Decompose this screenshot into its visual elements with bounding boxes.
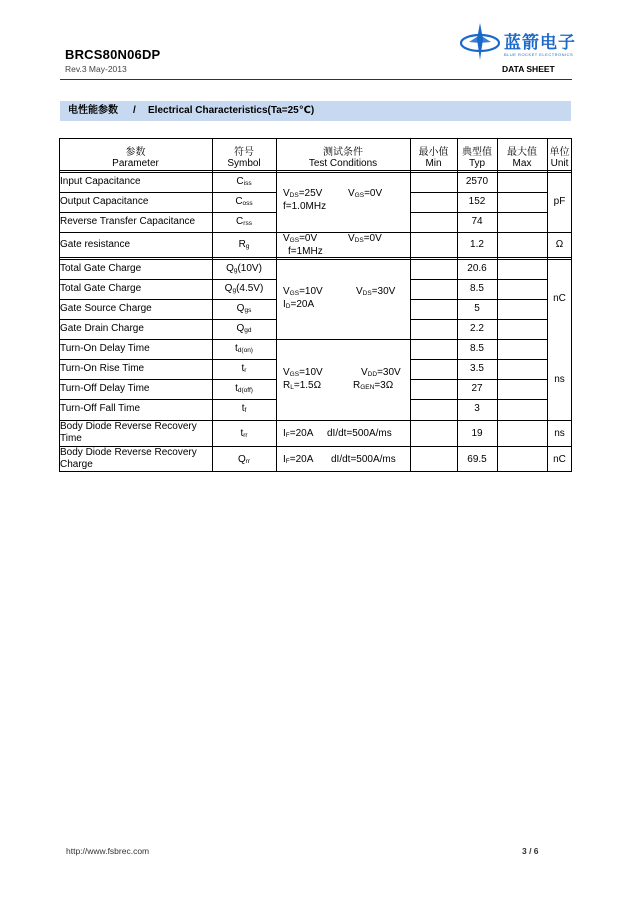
- row-rule: [59, 299, 277, 300]
- typ-value: 3: [474, 403, 480, 414]
- param-turn-on-delay: Turn-On Delay Time: [60, 343, 150, 354]
- row-rule: [59, 379, 277, 380]
- section-separator: /: [133, 105, 136, 116]
- page-number: 3 / 6: [522, 846, 539, 856]
- symbol-tf: $t_f$: [241, 403, 247, 414]
- param-trr-line1: Body Diode Reverse Recovery: [60, 421, 197, 432]
- param-turn-on-rise: Turn-On Rise Time: [60, 363, 145, 374]
- cond-qrr-if: $I_F=20A$: [283, 454, 314, 465]
- row-rule: [410, 299, 547, 300]
- cond-trr-if: $I_F=20A$: [283, 428, 314, 439]
- symbol-td-on: $t_{d(on)}$: [235, 343, 253, 354]
- unit-charge: nC: [553, 293, 566, 304]
- typ-value: 8.5: [470, 343, 484, 354]
- row-rule: [59, 319, 277, 320]
- symbol-qg-10v: $Q_g(10V)$: [226, 263, 262, 274]
- row-rule: [59, 192, 277, 193]
- header-unit-en: Unit: [550, 158, 569, 169]
- row-rule: [410, 359, 547, 360]
- param-input-capacitance: Input Capacitance: [60, 176, 141, 187]
- typ-value: 1.2: [470, 239, 484, 250]
- row-rule: [410, 279, 547, 280]
- symbol-qg-4v5: $Q_g(4.5V)$: [224, 283, 264, 294]
- header-rule: [59, 170, 572, 171]
- header-parameter-cn: 参数: [125, 147, 146, 158]
- cond-trr-didt: dI/dt=500A/ms: [327, 428, 392, 439]
- unit-capacitance: pF: [553, 196, 566, 207]
- typ-value: 152: [468, 196, 486, 207]
- param-body-diode-qrr: [60, 447, 197, 471]
- symbol-qgs: $Q_{gs}$: [236, 303, 252, 314]
- header-parameter-en: Parameter: [112, 158, 159, 169]
- row-rule: [410, 399, 547, 400]
- cond-cap-vgs: $V_{GS}=0V$: [348, 188, 383, 199]
- header-max-cn: 最大值: [507, 147, 537, 158]
- cond-charge-vgs: $V_{GS}=10V$: [283, 286, 323, 297]
- header-symbol-en: Symbol: [227, 158, 261, 169]
- typ-value: 27: [471, 383, 483, 394]
- param-body-diode-trr: [60, 421, 197, 445]
- section-banner: [60, 101, 571, 121]
- param-turn-off-delay: Turn-Off Delay Time: [60, 383, 150, 394]
- symbol-crss: $C_{rss}$: [236, 216, 252, 227]
- row-rule: [59, 399, 277, 400]
- header-divider: [60, 79, 572, 80]
- symbol-td-off: $t_{d(off)}$: [235, 383, 253, 394]
- header-conditions-cn: 测试条件: [323, 147, 363, 158]
- unit-qrr: nC: [553, 454, 566, 465]
- footer-url[interactable]: http://www.fsbrec.com: [66, 846, 150, 856]
- header-typ-en: Typ: [468, 158, 486, 169]
- row-rule: [410, 379, 547, 380]
- logo-subtext: BLUE ROCKET ELECTRONICS: [504, 52, 574, 57]
- symbol-tr: $t_r$: [241, 363, 247, 374]
- doc-type-label: DATA SHEET: [502, 64, 555, 74]
- param-output-capacitance: Output Capacitance: [60, 196, 149, 207]
- part-number: BRCS80N06DP: [65, 47, 161, 62]
- param-qrr-line2: Charge: [60, 459, 93, 470]
- header-min-en: Min: [425, 158, 442, 169]
- symbol-coss: $C_{oss}$: [235, 196, 253, 207]
- row-rule: [59, 359, 277, 360]
- col-divider: [547, 138, 548, 472]
- header-min-cn: 最小值: [418, 147, 449, 158]
- col-divider: [497, 138, 498, 472]
- param-turn-off-fall: Turn-Off Fall Time: [60, 403, 141, 414]
- table-border-bottom: [59, 471, 572, 472]
- header-typ-cn: 典型值: [462, 147, 492, 158]
- cond-sw-rl: $R_L=1.5\Omega$: [283, 380, 322, 391]
- row-rule: [410, 192, 547, 193]
- symbol-rg: $R_g$: [238, 239, 250, 250]
- typ-value: 2570: [465, 176, 489, 187]
- typ-value: 3.5: [470, 363, 484, 374]
- unit-trr: ns: [554, 428, 565, 439]
- param-total-gate-charge-4v5: Total Gate Charge: [60, 283, 142, 294]
- cond-charge-vds: $V_{DS}=30V$: [356, 286, 396, 297]
- typ-value: 2.2: [470, 323, 484, 334]
- cond-rg-vds: $V_{DS}=0V$: [348, 233, 382, 244]
- param-reverse-transfer-capacitance: Reverse Transfer Capacitance: [60, 216, 196, 227]
- cond-rg-vgs: $V_{GS}=0V$: [283, 233, 318, 244]
- section-title-cn: 电性能参数: [68, 105, 118, 116]
- cond-rg-freq: f=1MHz: [288, 246, 323, 257]
- table-border-top: [59, 138, 572, 139]
- cond-sw-rgen: $R_{GEN}=3\Omega$: [353, 380, 394, 391]
- symbol-trr: $t_{rr}$: [240, 428, 248, 439]
- row-rule: [410, 212, 547, 213]
- param-gate-source-charge: Gate Source Charge: [60, 303, 152, 314]
- header-max-en: Max: [512, 158, 532, 169]
- row-rule: [59, 259, 572, 260]
- row-rule: [59, 212, 277, 213]
- unit-resistance: Ω: [555, 239, 564, 250]
- row-rule: [410, 319, 547, 320]
- header-symbol-cn: 符号: [234, 147, 254, 158]
- typ-value: 8.5: [470, 283, 484, 294]
- param-trr-line2: Time: [60, 433, 82, 444]
- cond-qrr-didt: dI/dt=500A/ms: [331, 454, 396, 465]
- param-gate-resistance: Gate resistance: [60, 239, 131, 250]
- header-rule: [59, 172, 572, 173]
- typ-value: 20.6: [467, 263, 487, 274]
- cond-cap-freq: f=1.0MHz: [283, 201, 327, 212]
- cond-sw-vgs: $V_{GS}=10V$: [283, 367, 323, 378]
- param-total-gate-charge-10v: Total Gate Charge: [60, 263, 142, 274]
- typ-value: 74: [471, 216, 483, 227]
- row-rule: [59, 339, 547, 340]
- cond-cap-vds: $V_{DS}=25V$: [283, 188, 323, 199]
- section-title-en: Electrical Characteristics(Ta=25℃): [148, 105, 315, 116]
- typ-value: 69.5: [467, 454, 487, 465]
- typ-value: 19: [471, 428, 483, 439]
- cond-sw-vdd: $V_{DD}=30V$: [361, 367, 401, 378]
- electrical-characteristics-table: [59, 138, 572, 472]
- row-rule: [59, 279, 277, 280]
- header-unit-cn: 单位: [549, 147, 570, 158]
- header-conditions-en: Test Conditions: [308, 158, 378, 169]
- param-gate-drain-charge: Gate Drain Charge: [60, 323, 144, 334]
- revision-label: Rev.3 May-2013: [65, 64, 127, 74]
- cond-charge-id: $I_D=20A$: [283, 299, 315, 310]
- company-logo: [458, 22, 578, 64]
- logo-text: 蓝箭电子: [504, 33, 576, 53]
- table-border-right: [571, 138, 572, 472]
- symbol-qgd: $Q_{gd}$: [236, 323, 252, 334]
- col-divider: [276, 138, 277, 472]
- col-divider: [410, 138, 411, 472]
- symbol-ciss: $C_{iss}$: [236, 176, 252, 187]
- arrow-logo-icon: [458, 22, 502, 62]
- param-qrr-line1: Body Diode Reverse Recovery: [60, 447, 197, 458]
- symbol-qrr: $Q_{rr}$: [237, 454, 251, 465]
- typ-value: 5: [474, 303, 480, 314]
- unit-time: ns: [554, 374, 565, 385]
